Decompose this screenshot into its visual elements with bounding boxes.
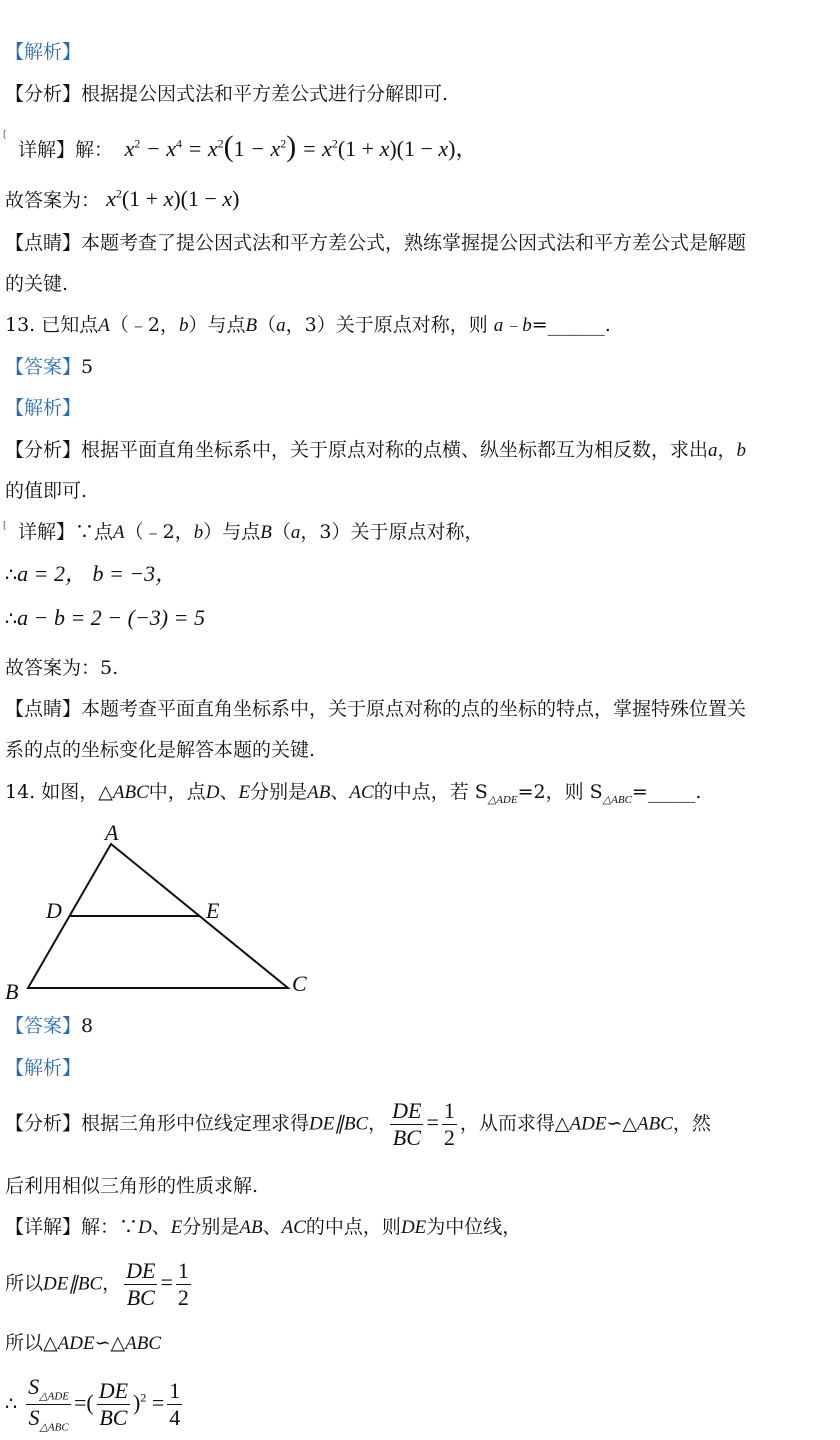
triangle-label: ADE <box>569 1113 607 1135</box>
parallel-expr: DE∥BC <box>309 1113 369 1135</box>
answer-prefix: 故答案为： <box>5 189 101 212</box>
stem-text: ）与点 <box>188 314 246 336</box>
answer-line <box>5 188 239 210</box>
step-2-formula: a − b = 2 − (−3) = 5 <box>17 605 205 630</box>
comment-tag: 【点睛】 <box>5 232 82 254</box>
analysis-tag: 【分析】 <box>5 83 82 105</box>
analysis-paragraph <box>5 85 448 104</box>
solution-text: 、 <box>262 1216 282 1238</box>
solution-text: 的中点，则 <box>305 1216 401 1238</box>
point-label: B <box>245 315 258 336</box>
solution-line <box>5 1218 521 1237</box>
parallel-expr: DE∥BC <box>43 1273 103 1295</box>
segment-label: AB <box>239 1217 263 1238</box>
answer-value: 5 <box>81 356 94 378</box>
point-label: D <box>138 1217 152 1238</box>
stem-text: 、 <box>219 781 239 803</box>
stem-text: 如图，△ <box>41 781 113 803</box>
analysis-text: ，然 <box>672 1112 711 1135</box>
fraction-denominator: BC <box>99 1405 128 1431</box>
point-label: E <box>170 1217 183 1238</box>
fraction-numerator: DE <box>126 1258 156 1283</box>
solution-tag: 【详解】 <box>5 1216 82 1238</box>
ratio-line: 所以DE∥BC， $\frac{DE}{BC}$ = $\frac{1}{2}$ <box>5 1258 189 1310</box>
stem-text: 的中点，若 S <box>373 781 488 803</box>
subscript: △ADE <box>39 1390 69 1403</box>
stem-text: 中，点 <box>148 781 206 803</box>
exponent: 2 <box>140 1390 147 1405</box>
solution-tag: 详解】 <box>18 521 76 543</box>
solution-text: （ <box>271 521 291 543</box>
solution-text: 、 <box>151 1216 171 1238</box>
area-ratio-line: ∴ $\frac{S_{\triangle ADE}}{S_{\triangle ABC}}$ =( $\frac{DE}{BC}$ )$^2$ = $\frac{1}{4}$ <box>5 1374 181 1434</box>
solution-text: 分别是 <box>182 1216 240 1238</box>
label-b: B <box>5 979 19 1004</box>
segment-label: AB <box>307 782 331 803</box>
answer-line <box>5 1017 93 1036</box>
fraction-numerator: DE <box>392 1098 422 1123</box>
area-symbol: S <box>28 1405 40 1431</box>
triangle-figure <box>0 818 340 1008</box>
variable: b <box>193 522 204 543</box>
analysis-text: 根据平面直角坐标系中，关于原点对称的点横、纵坐标都互为相反数，求出 <box>81 439 709 461</box>
solution-text: 解：∵ <box>81 1216 139 1238</box>
analysis-text: ，从而求得△ <box>459 1112 570 1135</box>
area-symbol: S <box>28 1374 40 1399</box>
ratio-fraction <box>390 1100 423 1149</box>
triangle-label: ADE <box>57 1333 95 1354</box>
point-label: A <box>113 522 125 543</box>
answer-line <box>5 358 93 377</box>
comment-tag: 【点睛】 <box>5 698 82 720</box>
fraction-denominator: BC <box>126 1285 155 1310</box>
solution-text: 为中位线， <box>426 1216 522 1238</box>
answer-tag: 【答案】 <box>5 356 82 378</box>
label-e: E <box>206 898 220 923</box>
triangle-label: ABC <box>125 1333 161 1354</box>
fraction-denominator: 4 <box>169 1405 181 1431</box>
fraction-numerator: 1 <box>177 1258 189 1283</box>
analysis-paragraph <box>5 441 746 460</box>
point-label: E <box>238 782 251 803</box>
triangle-label: ABC <box>112 782 149 803</box>
label-d: D <box>46 898 62 923</box>
question-14-stem <box>5 783 701 806</box>
point-label: B <box>260 522 272 543</box>
solution-line <box>18 523 483 542</box>
answer-blank: =______. <box>531 314 611 336</box>
label-a: A <box>105 820 119 845</box>
stem-text: ，3）关于原点对称，则 <box>285 314 488 336</box>
analysis-paragraph: 【分析】根据三角形中位线定理求得DE∥BC， $\frac{DE}{BC}$ = $\frac{1}{2}$ ，从而求得△ADE∽△ABC，然 <box>5 1098 711 1150</box>
segment-label: DE <box>400 1217 427 1238</box>
stem-text: 已知点 <box>41 314 99 336</box>
solution-line <box>18 132 478 162</box>
solution-text: ∵点 <box>75 521 114 543</box>
answer-tag: 【答案】 <box>5 1015 82 1037</box>
therefore-symbol: ∴ <box>5 1392 18 1415</box>
analysis-line2: 的值即可. <box>5 480 88 502</box>
analysis-tag: 【分析】 <box>5 439 82 461</box>
question-number: 14. <box>5 781 36 803</box>
step-2 <box>5 607 205 629</box>
stem-text: （﹣2， <box>109 314 179 336</box>
variable: b <box>736 440 747 461</box>
question-number: 13. <box>5 314 36 336</box>
quarter-fraction <box>167 1380 182 1429</box>
solution-prefix: 解： <box>75 139 114 161</box>
variable: a <box>276 315 286 336</box>
variable: a <box>708 440 718 461</box>
variable: a <box>290 522 301 543</box>
similar-line <box>5 1334 161 1353</box>
analysis-text: 根据提公因式法和平方差公式进行分解即可. <box>81 83 449 105</box>
label-c: C <box>292 971 307 996</box>
bracket-mark: [ <box>3 130 7 140</box>
analysis-text: ， <box>368 1112 388 1135</box>
stem-text: 、 <box>330 781 350 803</box>
step-1-formula: a = 2， b = −3， <box>17 561 178 586</box>
comment-line2: 系的点的坐标变化是解答本题的关键. <box>5 739 316 761</box>
comment-line2: 的关键. <box>5 273 69 295</box>
fraction-denominator: 2 <box>443 1125 455 1150</box>
comment-paragraph <box>5 234 746 253</box>
analysis-heading: 【解析】 <box>5 41 82 63</box>
fraction-denominator: BC <box>392 1125 421 1150</box>
half-fraction <box>442 1100 457 1149</box>
variable: b <box>178 315 189 336</box>
factorization-formula: $x^2 - x^4 = x^2(1 - x^2) = x^2(1 + x)(1 - x)$， <box>119 130 478 163</box>
area-fraction <box>26 1376 71 1434</box>
comment-text: 本题考查平面直角坐标系中，关于原点对称的点的坐标的特点，掌握特殊位置关 <box>81 698 747 720</box>
solution-text: 所以△ <box>5 1332 58 1354</box>
stem-text: （ <box>257 314 277 336</box>
analysis-text: ， <box>717 439 737 461</box>
solution-text: 关于原点对称， <box>350 521 484 543</box>
segment-label: AC <box>281 1217 306 1238</box>
solution-text: 所以 <box>5 1272 44 1295</box>
solution-tag: 详解】 <box>18 139 76 161</box>
solution-text: ）与点 <box>203 521 261 543</box>
subscript: △ABC <box>602 793 632 806</box>
answer-formula: $x^2(1 + x)(1 - x)$ <box>106 186 240 212</box>
solution-text: ， <box>102 1272 122 1295</box>
ratio-fraction <box>124 1260 157 1309</box>
segment-label: AC <box>349 782 374 803</box>
answer-value: 8 <box>81 1015 94 1037</box>
stem-text: =2，则 S <box>517 781 603 803</box>
fraction-numerator: 1 <box>443 1098 455 1123</box>
stem-text: 分别是 <box>250 781 308 803</box>
analysis-heading: 【解析】 <box>5 397 82 419</box>
step-1 <box>5 563 177 585</box>
answer-line: 故答案为：5. <box>5 657 119 679</box>
ratio-fraction <box>97 1380 130 1429</box>
solution-text: （﹣2， <box>124 521 194 543</box>
fraction-denominator: 2 <box>177 1285 189 1310</box>
expression: a﹣b <box>493 315 532 336</box>
fraction-denominator <box>28 1405 68 1433</box>
similar-symbol: ∽△ <box>94 1332 126 1354</box>
triangle-label: ABC <box>637 1113 673 1135</box>
point-label: A <box>98 315 110 336</box>
fraction-numerator: DE <box>98 1378 129 1404</box>
half-fraction <box>176 1260 191 1309</box>
point-label: D <box>205 782 220 803</box>
therefore-symbol: ∴ <box>5 608 18 630</box>
therefore-symbol: ∴ <box>5 564 18 586</box>
analysis-line2: 后利用相似三角形的性质求解. <box>5 1175 259 1197</box>
answer-blank: =_____. <box>631 781 702 803</box>
subscript: △ADE <box>487 793 518 806</box>
solution-text: ，3） <box>300 521 351 543</box>
similar-symbol: ∽△ <box>606 1112 638 1135</box>
analysis-text: 根据三角形中位线定理求得 <box>81 1112 310 1135</box>
comment-paragraph <box>5 700 746 719</box>
analysis-tag: 【分析】 <box>5 1112 82 1135</box>
fraction-numerator: 1 <box>169 1378 181 1404</box>
analysis-heading: 【解析】 <box>5 1057 82 1079</box>
question-13-stem <box>5 316 611 335</box>
fraction-numerator <box>26 1376 71 1405</box>
subscript: △ABC <box>39 1421 69 1434</box>
comment-text: 本题考查了提公因式法和平方差公式，熟练掌握提公因式法和平方差公式是解题 <box>81 232 747 254</box>
bracket-mark: [ <box>3 521 7 531</box>
